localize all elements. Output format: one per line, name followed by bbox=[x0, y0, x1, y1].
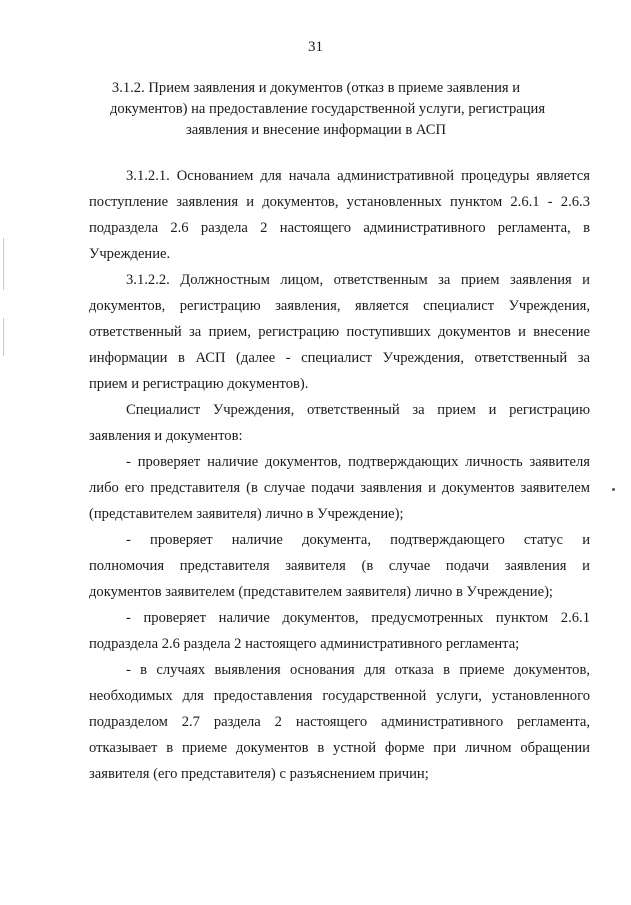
scan-margin-mark bbox=[3, 238, 4, 290]
text-line: Учреждение. bbox=[89, 246, 171, 262]
text-line: либо его представителя (в случае подачи заявления и документов заявителем bbox=[89, 480, 590, 496]
text-line: документов, регистрацию заявления, является специалист Учреждения, bbox=[89, 298, 590, 314]
text-line: (представителем заявителя) лично в Учреждение); bbox=[89, 506, 404, 522]
page-number: 31 bbox=[308, 39, 323, 55]
document-body bbox=[89, 163, 590, 787]
text-line: 3.1.2.2. Должностным лицом, ответственным за прием заявления и bbox=[126, 272, 590, 288]
paragraph-specialist bbox=[89, 397, 590, 449]
heading-line: документов) на предоставление государственной услуги, регистрация bbox=[110, 101, 546, 117]
scan-margin-mark bbox=[3, 318, 4, 356]
text-line: подраздела 2.6 раздела 2 настоящего административного регламента, в bbox=[89, 220, 590, 236]
text-line: документов заявителем (представителем заявителя) лично в Учреждение); bbox=[89, 584, 553, 600]
heading-line: 3.1.2. Прием заявления и документов (отказ в приеме заявления и bbox=[111, 80, 521, 96]
list-item-refusal bbox=[89, 657, 590, 787]
text-line: 3.1.2.1. Основанием для начала административной процедуры является bbox=[126, 168, 590, 184]
scan-speck bbox=[612, 488, 615, 491]
text-line: отказывает в приеме документов в устной форме при личном обращении bbox=[89, 740, 590, 756]
text-line: - проверяет наличие документов, подтверждающих личность заявителя bbox=[126, 454, 590, 470]
list-item-authority-check bbox=[89, 527, 590, 605]
section-heading bbox=[110, 78, 546, 141]
paragraph-3-1-2-2 bbox=[89, 267, 590, 397]
text-line: поступление заявления и документов, установленных пунктом 2.6.1 - 2.6.3 bbox=[89, 194, 590, 210]
heading-line: заявления и внесение информации в АСП bbox=[185, 122, 447, 138]
text-line: заявления и документов: bbox=[89, 428, 243, 444]
text-line: подраздела 2.6 раздела 2 настоящего административного регламента; bbox=[89, 636, 520, 652]
text-line: прием и регистрацию документов). bbox=[89, 376, 309, 392]
text-line: ответственный за прием, регистрацию поступивших документов и внесение bbox=[89, 324, 590, 340]
list-item-identity-check bbox=[89, 449, 590, 527]
text-line: - в случаях выявления основания для отказа в приеме документов, bbox=[126, 662, 590, 678]
list-item-documents-check bbox=[89, 605, 590, 657]
text-line: заявителя (его представителя) с разъяснением причин; bbox=[89, 766, 429, 782]
paragraph-3-1-2-1 bbox=[89, 163, 590, 267]
text-line: информации в АСП (далее - специалист Учреждения, ответственный за bbox=[89, 350, 590, 366]
text-line: полномочия представителя заявителя (в случае подачи заявления и bbox=[89, 558, 590, 574]
text-line: необходимых для предоставления государственной услуги, установленного bbox=[89, 688, 590, 704]
text-line: подразделом 2.7 раздела 2 настоящего административного регламента, bbox=[89, 714, 590, 730]
text-line: - проверяет наличие документа, подтверждающего статус и bbox=[126, 532, 590, 548]
text-line: Специалист Учреждения, ответственный за прием и регистрацию bbox=[126, 402, 590, 418]
text-line: - проверяет наличие документов, предусмотренных пунктом 2.6.1 bbox=[126, 610, 590, 626]
